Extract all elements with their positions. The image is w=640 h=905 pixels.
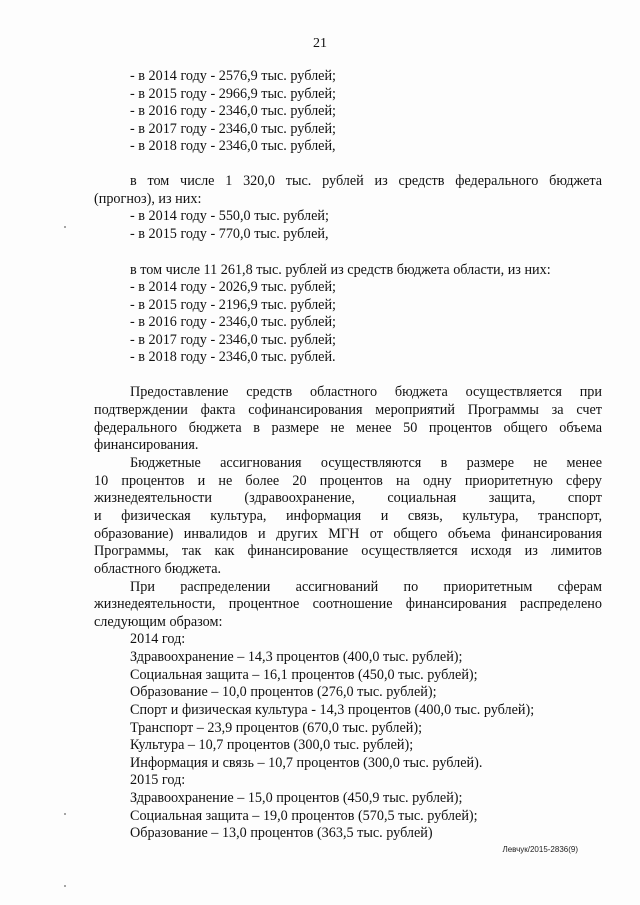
list-item: Информация и связь – 10,7 процентов (300,0 тыс. рублей). bbox=[130, 755, 483, 771]
list-item: Образование – 13,0 процентов (363,5 тыс. рублей) bbox=[130, 825, 433, 841]
page-number: 21 bbox=[313, 36, 327, 51]
list-item: - в 2018 году - 2346,0 тыс. рублей. bbox=[130, 349, 336, 365]
list-item: Образование – 10,0 процентов (276,0 тыс. рублей); bbox=[130, 684, 437, 700]
list-item: Транспорт – 23,9 процентов (670,0 тыс. рублей); bbox=[130, 720, 423, 736]
list-item: Здравоохранение – 14,3 процентов (400,0 тыс. рублей); bbox=[130, 649, 463, 665]
list-item: - в 2017 году - 2346,0 тыс. рублей; bbox=[130, 121, 336, 137]
list-item: Социальная защита – 16,1 процентов (450,0 тыс. рублей); bbox=[130, 667, 478, 683]
list-item: - в 2015 году - 2966,9 тыс. рублей; bbox=[130, 86, 336, 102]
list-item: - в 2016 году - 2346,0 тыс. рублей; bbox=[130, 103, 336, 119]
scan-speck bbox=[64, 226, 66, 228]
paragraph-line: и физическая культура, информация и связь, культура, транспорт, bbox=[94, 508, 602, 524]
list-item: - в 2018 году - 2346,0 тыс. рублей, bbox=[130, 138, 336, 154]
paragraph-line: финансирования. bbox=[94, 437, 199, 453]
federal-intro-cont: (прогноз), из них: bbox=[94, 191, 202, 207]
paragraph-line: областного бюджета. bbox=[94, 561, 222, 577]
year-heading: 2015 год: bbox=[130, 772, 186, 788]
paragraph-line: жизнедеятельности, процентное соотношение финансирования распределено bbox=[94, 596, 602, 612]
paragraph-line: следующим образом: bbox=[94, 614, 223, 630]
list-item: - в 2014 году - 2576,9 тыс. рублей; bbox=[130, 68, 336, 84]
regional-intro: в том числе 11 261,8 тыс. рублей из средств бюджета области, из них: bbox=[130, 262, 551, 278]
list-item: - в 2015 году - 770,0 тыс. рублей, bbox=[130, 226, 329, 242]
list-item: Культура – 10,7 процентов (300,0 тыс. рублей); bbox=[130, 737, 414, 753]
paragraph-line: федерального бюджета в размере не менее 50 процентов общего объема bbox=[94, 420, 602, 436]
year-heading: 2014 год: bbox=[130, 631, 186, 647]
paragraph-line: При распределении ассигнований по приоритетным сферам bbox=[130, 579, 602, 595]
paragraph-line: образование) инвалидов и других МГН от общего объема финансирования bbox=[94, 526, 602, 542]
list-item: - в 2016 году - 2346,0 тыс. рублей; bbox=[130, 314, 336, 330]
paragraph-line: 10 процентов и не более 20 процентов на одну приоритетную сферу bbox=[94, 473, 602, 489]
scan-speck bbox=[64, 813, 66, 815]
paragraph-line: Программы, так как финансирование осуществляется исходя из лимитов bbox=[94, 543, 602, 559]
footer-code: Левчук/2015-2836(9) bbox=[502, 845, 578, 854]
paragraph-line: Предоставление средств областного бюджета осуществляется при bbox=[130, 384, 602, 400]
list-item: Социальная защита – 19,0 процентов (570,5 тыс. рублей); bbox=[130, 808, 478, 824]
list-item: - в 2015 году - 2196,9 тыс. рублей; bbox=[130, 297, 336, 313]
paragraph-line: жизнедеятельности (здравоохранение, социальная защита, спорт bbox=[94, 490, 602, 506]
paragraph-line: подтверждении факта софинансирования мероприятий Программы за счет bbox=[94, 402, 602, 418]
list-item: - в 2017 году - 2346,0 тыс. рублей; bbox=[130, 332, 336, 348]
list-item: - в 2014 году - 2026,9 тыс. рублей; bbox=[130, 279, 336, 295]
paragraph-line: Бюджетные ассигнования осуществляются в размере не менее bbox=[130, 455, 602, 471]
list-item: Спорт и физическая культура - 14,3 процентов (400,0 тыс. рублей); bbox=[130, 702, 535, 718]
federal-intro: в том числе 1 320,0 тыс. рублей из средств федерального бюджета bbox=[130, 173, 602, 189]
list-item: - в 2014 году - 550,0 тыс. рублей; bbox=[130, 208, 329, 224]
list-item: Здравоохранение – 15,0 процентов (450,9 тыс. рублей); bbox=[130, 790, 463, 806]
scan-speck bbox=[64, 885, 66, 887]
